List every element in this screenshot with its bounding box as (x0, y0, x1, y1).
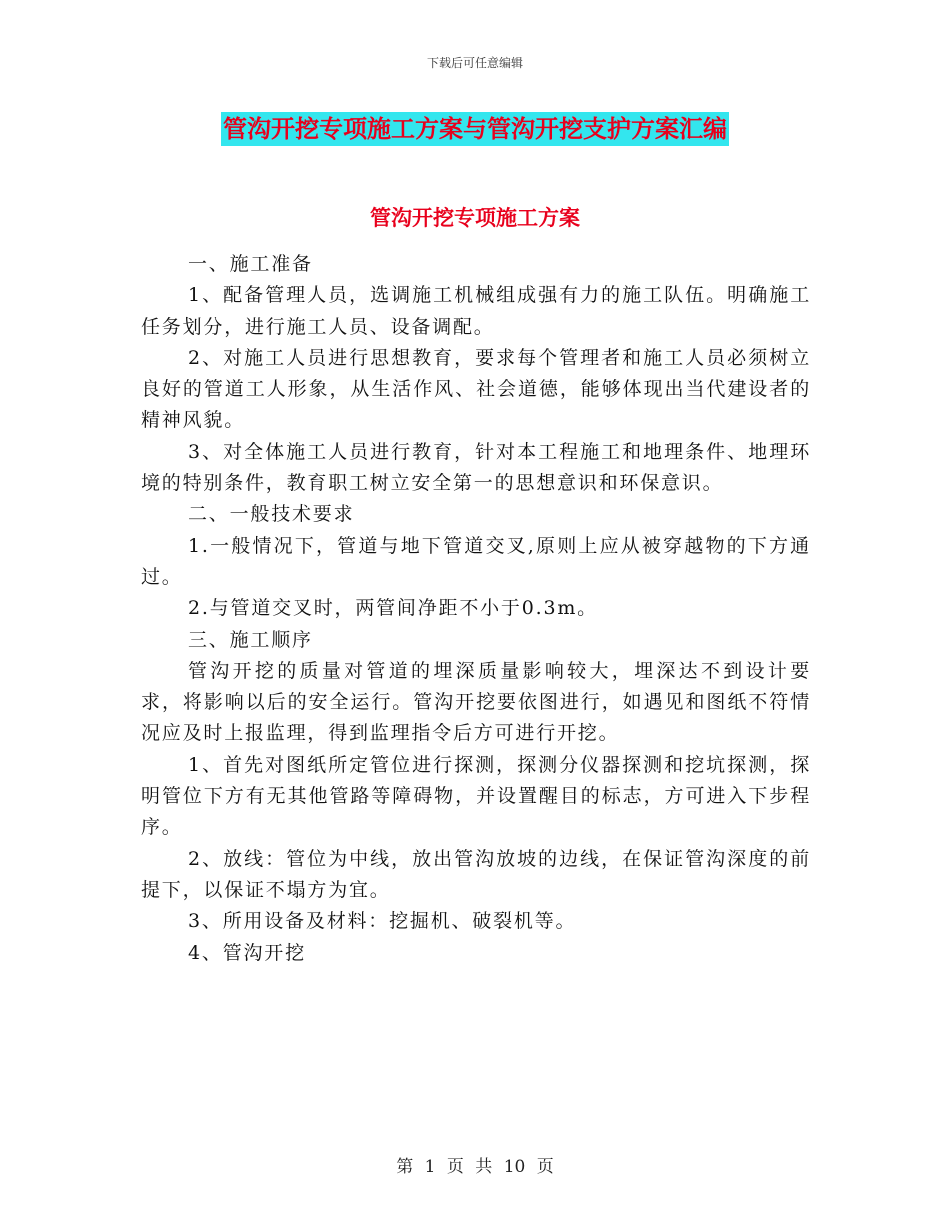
header-note: 下载后可任意编辑 (426, 56, 523, 70)
main-title-container (0, 112, 950, 146)
paragraph: 2、对施工人员进行思想教育，要求每个管理者和施工人员必须树立良好的管道工人形象，从生活作风、社会道德，能够体现出当代建设者的精神风貌。 (141, 346, 811, 432)
paragraph-heading-technical: 二、一般技术要求 (188, 503, 355, 526)
paragraph: 2、放线：管位为中线，放出管沟放坡的边线，在保证管沟深度的前提下，以保证不塌方为宜。 (141, 847, 811, 901)
paragraph-heading-sequence: 三、施工顺序 (188, 628, 313, 651)
paragraph: 1、首先对图纸所定管位进行探测，探测分仪器探测和挖坑探测，探明管位下方有无其他管路等障碍物，并设置醒目的标志，方可进入下步程序。 (141, 753, 811, 839)
paragraph: 管沟开挖的质量对管道的埋深质量影响较大，埋深达不到设计要求，将影响以后的安全运行。管沟开挖要依图进行，如遇见和图纸不符情况应及时上报监理，得到监理指令后方可进行开挖。 (141, 659, 811, 745)
paragraph: 1、配备管理人员，选调施工机械组成强有力的施工队伍。明确施工任务划分，进行施工人员、设备调配。 (141, 284, 811, 338)
paragraph: 3、对全体施工人员进行教育，针对本工程施工和地理条件、地理环境的特别条件，教育职工树立安全第一的思想意识和环保意识。 (141, 440, 811, 495)
paragraph: 3、所用设备及材料：挖掘机、破裂机等。 (188, 910, 577, 933)
main-title: 管沟开挖专项施工方案与管沟开挖支护方案汇编 (221, 112, 729, 146)
section-title: 管沟开挖专项施工方案 (370, 206, 580, 230)
paragraph: 1.一般情况下，管道与地下管道交叉,原则上应从被穿越物的下方通过。 (141, 534, 811, 588)
page-footer: 第 1 页 共 10 页 (396, 1157, 554, 1177)
paragraph-heading-preparation: 一、施工准备 (188, 253, 313, 275)
body-text (141, 249, 811, 969)
paragraph: 4、管沟开挖 (188, 941, 306, 964)
paragraph: 2.与管道交叉时，两管间净距不小于0.3m。 (188, 597, 598, 620)
